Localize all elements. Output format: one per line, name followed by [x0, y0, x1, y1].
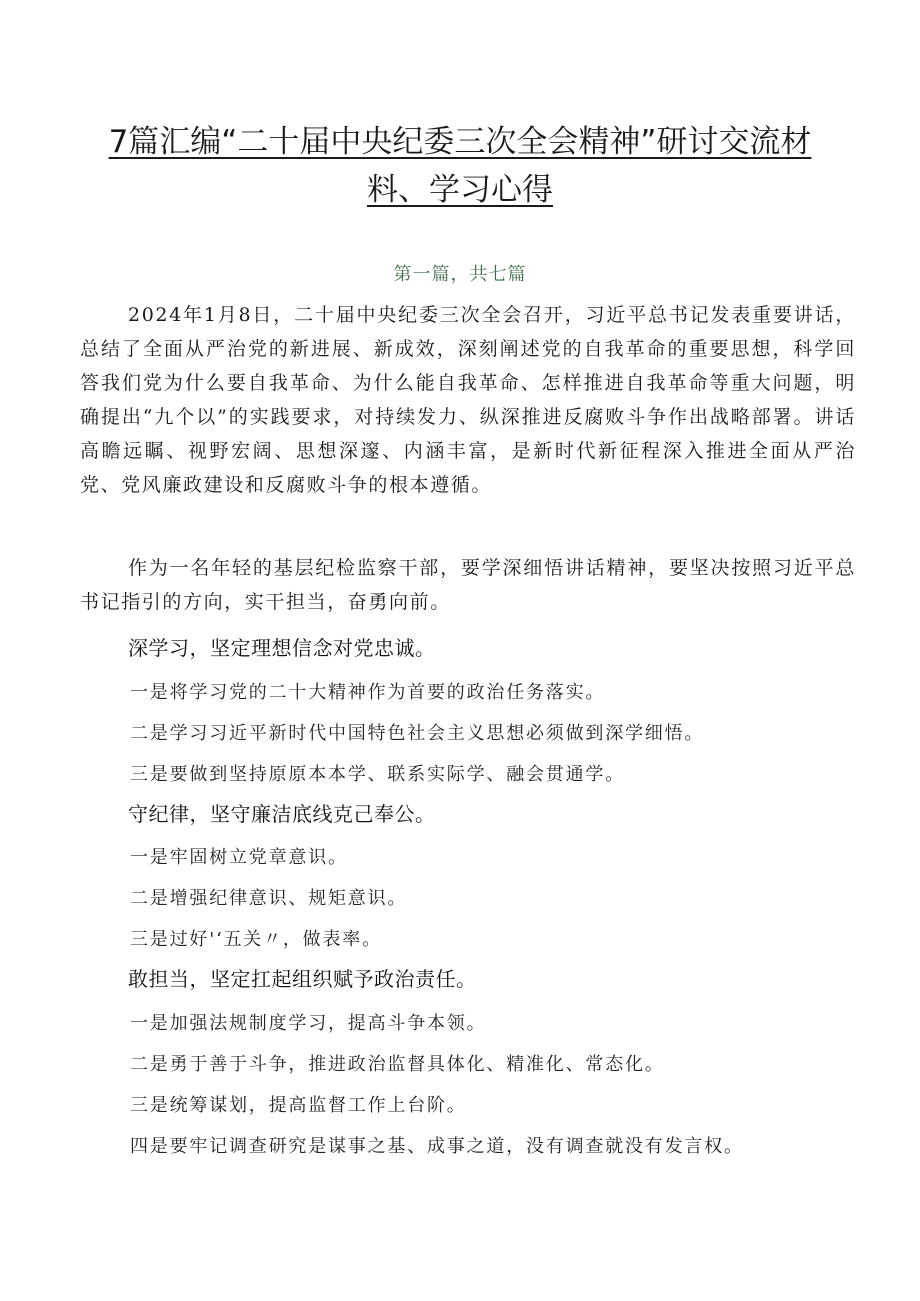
section-heading-study: 深学习，坚定理想信念对党忠诚。 [128, 636, 436, 660]
list-item: 三是统筹谋划，提高监督工作上台阶。 [130, 1095, 467, 1116]
list-item: 四是要牢记调查研究是谋事之基、成事之道，没有调查就没有发言权。 [130, 1136, 744, 1157]
list-item: 三是过好'‘五关〃，做表率。 [130, 929, 382, 950]
section-heading-discipline: 守纪律，坚守廉洁底线克己奉公。 [128, 802, 436, 826]
title-line-1: 7篇汇编“二十届中央纪委三次全会精神”研讨交流材 [108, 124, 812, 160]
list-item: 二是勇于善于斗争，推进政治监督具体化、精准化、常态化。 [130, 1054, 665, 1075]
list-item: 二是学习习近平新时代中国特色社会主义思想必须做到深学细悟。 [130, 723, 705, 744]
document-title [70, 118, 850, 214]
list-item: 三是要做到坚持原原本本学、联系实际学、融会贯通学。 [130, 764, 625, 785]
list-item: 一是加强法规制度学习，提高斗争本领。 [130, 1013, 487, 1034]
list-item: 一是牢固树立党章意识。 [130, 847, 348, 868]
list-item: 一是将学习党的二十大精神作为首要的政治任务落实。 [130, 682, 606, 703]
intro-paragraph: 2024年1月8日，二十届中央纪委三次全会召开，习近平总书记发表重要讲话，总结了全面从严治党的新进展、新成效，深刻阐述党的自我革命的重要思想，科学回答我们党为什么要自我革命、为什么能自我革命、怎样推进自我革命等重大问题，明确提出“九个以”的实践要求，对持续发力、纵深推进反腐败斗争作出战略部署。讲话高瞻远瞩、视野宏阔、思想深邃、内涵丰富，是新时代新征程深入推进全面从严治党、党风廉政建设和反腐败斗争的根本遵循。 [80, 304, 856, 496]
resolution-paragraph: 作为一名年轻的基层纪检监察干部，要学深细悟讲话精神，要坚决按照习近平总书记指引的方向，实干担当，奋勇向前。 [80, 557, 856, 613]
section-label: 第一篇，共七篇 [393, 264, 527, 285]
section-heading-responsibility: 敢担当，坚定扛起组织赋予政治责任。 [128, 967, 477, 991]
title-line-2: 料、学习心得 [367, 172, 553, 208]
list-item: 二是增强纪律意识、规矩意识。 [130, 888, 408, 909]
